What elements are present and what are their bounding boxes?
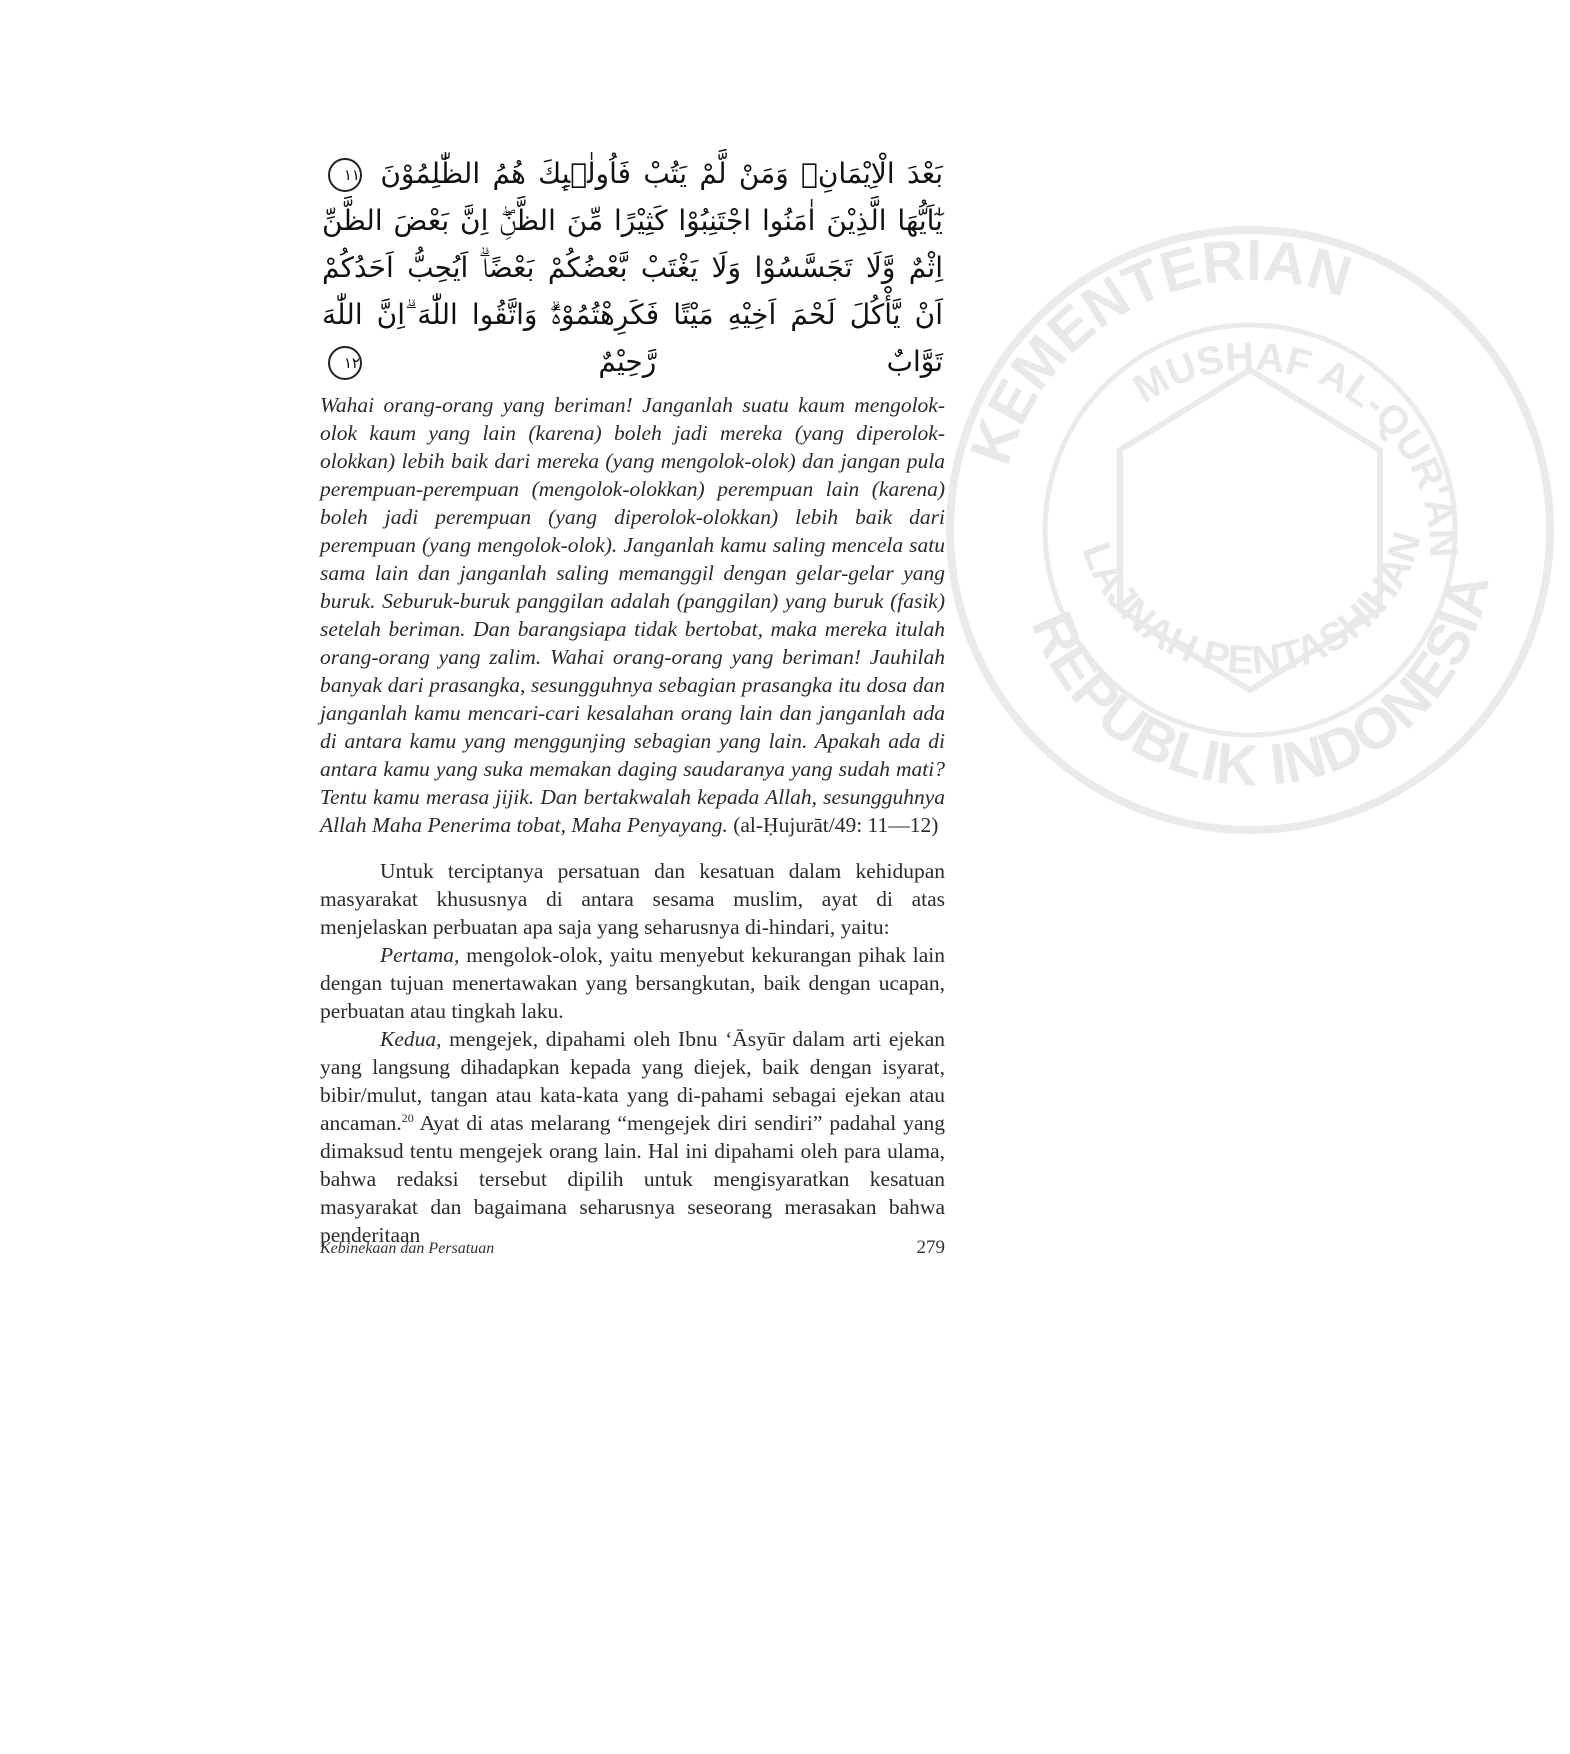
arabic-line-1b: يٰٓاَيُّهَا الَّذِيْنَ اٰمَنُوا اجْتَنِبُوْا كَثِيْرًا bbox=[614, 204, 943, 237]
seal-text-bottom: REPUBLIK INDONESIA bbox=[1018, 568, 1502, 799]
footnote-marker-20[interactable]: 20 bbox=[401, 1110, 414, 1125]
arabic-line-3: اَنْ يَّأْكُلَ لَحْمَ اَخِيْهِ مَيْتًا فَكَرِهْتُمُوْهُۗ وَاتَّقُوا اللّٰهَ ۗاِنَّ اللّٰهَ تَوَّابٌ رَّحِيْمٌ bbox=[322, 298, 943, 378]
translation-text: Wahai orang-orang yang beriman! Janganlah suatu kaum mengolok-olok kaum yang lain (karena) boleh jadi mereka (yang diperolok-olokkan) lebih baik dari mereka (yang mengolok-olok) dan jangan pula perempuan-perempuan (mengolok-olokkan) perempuan lain (karena) boleh jadi perempuan (yang diperolok-olokkan) lebih baik dari perempuan (yang mengolok-olok). Janganlah kamu saling mencela satu sama lain dan janganlah saling memanggil dengan gelar-gelar yang buruk. Seburuk-buruk panggilan adalah (panggilan) yang buruk (fasik) setelah beriman. Dan barangsiapa tidak bertobat, maka mereka itulah orang-orang yang zalim. Wahai orang-orang yang beriman! Jauhilah banyak dari prasangka, sesungguhnya sebagian prasangka itu dosa dan janganlah kamu mencari-cari kesalahan orang lain dan janganlah ada di antara kamu yang menggunjing sebagian yang lain. Apakah ada di antara kamu yang suka memakan daging saudaranya yang sudah mati? Tentu kamu merasa jijik. Dan bertakwalah kepada Allah, sesungguhnya Allah Maha Penerima tobat, Maha Penyayang. bbox=[320, 393, 945, 837]
paragraph-3-text-b: Ayat di atas melarang “mengejek diri sendiri” padahal yang dimaksud tentu mengejek orang lain. Hal ini dipahami oleh para ulama, bahwa redaksi tersebut dipilih untuk mengisyaratkan kesatuan masyarakat dan bagaimana seharusnya seseorang merasakan bahwa penderitaan bbox=[320, 1111, 945, 1247]
arabic-verse-block bbox=[320, 150, 945, 385]
point-label-pertama: Pertama, bbox=[380, 943, 460, 967]
verse-translation bbox=[320, 391, 945, 839]
seal-text-inner-2: MUSHAF AL-QUR'AN bbox=[1125, 334, 1466, 559]
seal-text-top: KEMENTERIAN bbox=[957, 227, 1359, 472]
paragraph-2-text: mengolok-olok, yaitu menyebut kekurangan pihak lain dengan tujuan menertawakan yang bersangkutan, baik dengan ucapan, perbuatan atau tingkah laku. bbox=[320, 943, 945, 1023]
body-paragraph-1: Untuk terciptanya persatuan dan kesatuan dalam kehidupan masyarakat khususnya di antara sesama muslim, ayat di atas menjelaskan perbuatan apa saja yang seharusnya di-hindari, yaitu: bbox=[320, 859, 945, 939]
body-paragraph-2 bbox=[320, 941, 945, 1025]
page-footer bbox=[320, 1237, 945, 1270]
page-content bbox=[320, 150, 945, 1249]
page-number: 279 bbox=[916, 1237, 945, 1258]
point-label-kedua: Kedua bbox=[380, 1027, 437, 1051]
verse-citation: (al-Ḥujurāt/49: 11—12) bbox=[733, 813, 939, 837]
ayah-number-11: ١١ bbox=[328, 158, 362, 192]
body-paragraph-3 bbox=[320, 1025, 945, 1249]
arabic-line-1a: بَعْدَ الْاِيْمَانِۚ وَمَنْ لَّمْ يَتُبْ فَاُولٰۤىِٕكَ هُمُ الظّٰلِمُوْنَ bbox=[380, 157, 943, 190]
arabic-line-2: مِّنَ الظَّنِّۖ اِنَّ بَعْضَ الظَّنِّ اِثْمٌ وَّلَا تَجَسَّسُوْا وَلَا يَغْتَبْ بَّعْضُكُمْ بَعْضًاۗ اَيُحِبُّ اَحَدُكُمْ bbox=[322, 204, 943, 284]
paragraph-3-text-a: , mengejek, dipahami oleh Ibnu ‘Āsyūr dalam arti ejekan yang langsung dihadapkan kepada yang diejek, baik dengan isyarat, bibir/mulut, tangan atau kata-kata yang di-pahami sebagai ejekan atau ancaman. bbox=[320, 1027, 945, 1135]
running-title: Kebinekaan dan Persatuan bbox=[320, 1240, 495, 1257]
ministry-seal-watermark bbox=[930, 210, 1570, 850]
ayah-number-12: ١٢ bbox=[328, 346, 362, 380]
seal-text-inner: LAJNAH PENTASHIHAN bbox=[1073, 526, 1430, 683]
